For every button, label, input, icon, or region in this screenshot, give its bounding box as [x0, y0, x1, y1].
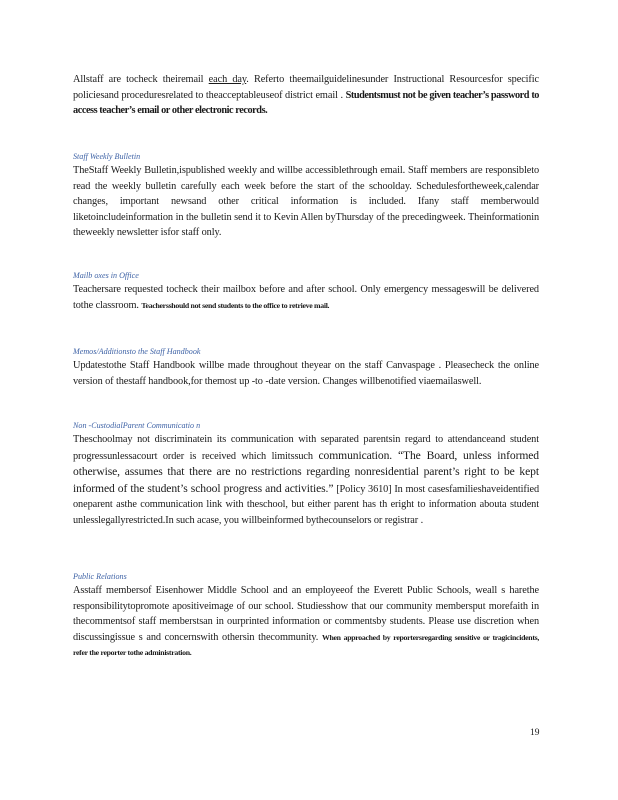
noncustodial-paragraph: [73, 432, 539, 529]
bulletin-paragraph: TheStaff Weekly Bulletin,ispublished weekly and willbe accessiblethrough email. Staff members are responsibleto read the weekly bulletin carefully each week before the start of the schoolday. Schedulesfortheweek,calendar changes, important newsand other critical information is included. Ifany staff memberwould liketoincludeinformation in the bulletin send it to Kevin Allen byThursday of the precedingweek. Theinformationin theweekly newsletter isfor staff only.: [73, 165, 539, 239]
memos-section: [73, 346, 539, 389]
intro-text-continued: . Referto theemailguidelinesunder Instructional Resourcesfor specific policiesand proceduresrelated to theacceptableuseof district email .: [73, 74, 539, 101]
memos-heading: Memos/Additionsto the Staff Handbook: [73, 347, 201, 356]
public-relations-paragraph: [73, 583, 539, 661]
public-relations-text: Asstaff membersof Eisenhower Middle School and an employeeof the Everett Public Schools, weall s harethe responsibilitytopromote apositiveimage of our school. Studiesshow that our community membersput morefaith in thecommentsof staff memberstsan in ourprinted information or commentsby students. Please use discretion when discussingissue s and concernswith othersin thecommunity.: [73, 585, 539, 643]
each-day-link[interactable]: each day: [208, 74, 247, 85]
intro-paragraph: [73, 72, 539, 119]
intro-bold-notice: Studentsmust not be given teacher’s password to access teacher’s email or other electronic records.: [73, 89, 539, 117]
noncustodial-text-continued: [Policy 3610] In most casesfamilieshaveidentified oneparent asthe communication link with theschool, but either parent has th eright to information abouta student unlesslegallyrestricted.In such acase, you willbeinformed bythecounselors or registrar .: [73, 483, 539, 526]
bulletin-section: [73, 151, 539, 241]
mailboxes-section: [73, 270, 539, 313]
intro-text: Allstaff are tocheck theiremail: [73, 74, 209, 85]
noncustodial-text: Theschoolmay not discriminatein its communication with separated parentsin regard to attendanceand student progressunlessacourt order is received which limitssuch: [73, 434, 539, 462]
board-policy-quote: communication. “The Board, unless informed otherwise, assumes that there are no restrictions regarding nonresidential parent’s right to be kept informed of the student’s school progress and activities.”: [73, 448, 539, 495]
bulletin-heading: Staff Weekly Bulletin: [73, 152, 141, 161]
mailboxes-heading: Mailb oxes in Office: [73, 271, 139, 280]
mailboxes-bold-notice: Teachersshould not send students to the office to retrieve mail.: [141, 300, 330, 310]
public-relations-bold-notice: When approached by reportersregarding sensitive or tragicincidents, refer the reporter tothe administration.: [73, 632, 539, 658]
mailboxes-paragraph: [73, 282, 539, 313]
noncustodial-section: [73, 420, 539, 529]
public-relations-heading: Public Relations: [73, 572, 127, 581]
memos-paragraph: Updatestothe Staff Handbook willbe made throughout theyear on the staff Canvaspage . Pleasecheck the online version of thestaff handbook,for themost up -to -date version. Changes willbenotified viaemailaswell.: [73, 360, 539, 387]
noncustodial-heading: Non -CustodialParent Communicatio n: [73, 421, 201, 430]
public-relations-section: [73, 571, 539, 661]
intro-section: [73, 72, 539, 119]
page-number: 19: [530, 728, 540, 738]
mailboxes-text: Teachersare requested tocheck their mailbox before and after school. Only emergency messageswill be delivered tothe classroom.: [73, 284, 539, 311]
